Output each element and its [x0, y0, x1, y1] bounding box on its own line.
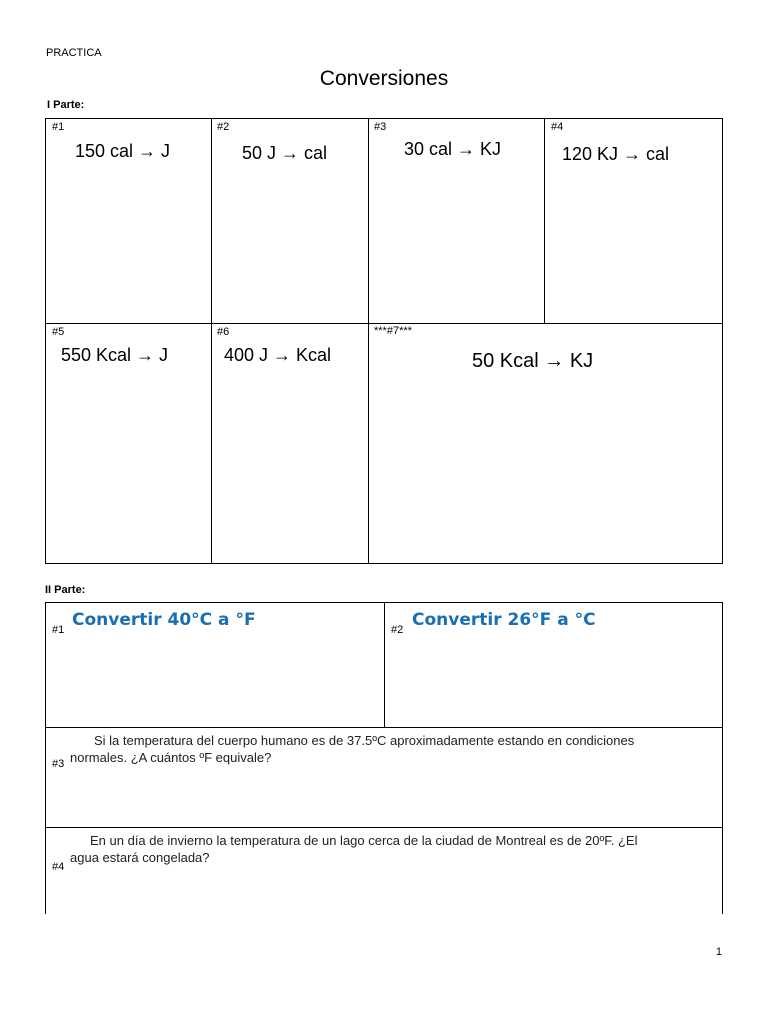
- conversion-expression: 50 Kcal → KJ: [472, 350, 594, 372]
- practice-header: PRACTICA: [46, 47, 102, 59]
- part2-item-2: [385, 603, 722, 727]
- conversion-expression: 400 J → Kcal: [224, 345, 332, 365]
- conversion-expression: 120 KJ → cal: [562, 144, 670, 164]
- conversion-expression: 550 Kcal → J: [61, 345, 169, 365]
- page-number: 1: [715, 946, 722, 958]
- part2-item-1: [46, 603, 384, 727]
- cell-number: #4: [551, 121, 564, 133]
- conversion-expression: 50 J → cal: [242, 143, 328, 163]
- conversion-expression: 150 cal → J: [75, 141, 171, 161]
- convert-instruction: Convertir 26°F a °C: [412, 610, 596, 630]
- cell-number: #6: [217, 326, 230, 338]
- cell-number: #1: [52, 121, 65, 133]
- part2-item-3: [46, 728, 722, 827]
- part1-cell-3: [369, 119, 544, 323]
- problem-text-line-2: agua estará congelada?: [70, 850, 210, 865]
- item-number: #2: [391, 624, 404, 636]
- convert-instruction: Convertir 40°C a °F: [72, 610, 256, 630]
- part1-cell-2: [212, 119, 368, 323]
- part1-label: I Parte:: [47, 99, 85, 111]
- item-number: #1: [52, 624, 65, 636]
- item-number: #3: [52, 758, 65, 770]
- part2-item-4: [46, 828, 722, 915]
- part1-cell-1: [46, 119, 211, 323]
- item-number: #4: [52, 861, 65, 873]
- page-title: Conversiones: [319, 67, 449, 90]
- problem-text-line-1: En un día de invierno la temperatura de un lago cerca de la ciudad de Montreal es de 20ºF. ¿El: [90, 833, 638, 848]
- conversion-expression: 30 cal → KJ: [404, 139, 502, 159]
- part1-grid: [45, 118, 723, 564]
- problem-text-line-1: Si la temperatura del cuerpo humano es de 37.5ºC aproximadamente estando en condiciones: [94, 733, 635, 748]
- cell-number: ***#7***: [374, 325, 412, 337]
- part1-cell-5: [46, 324, 211, 563]
- part2-grid: [45, 602, 723, 914]
- cell-number: #5: [52, 326, 65, 338]
- cell-number: #2: [217, 121, 230, 133]
- cell-number: #3: [374, 121, 387, 133]
- part1-cell-4: [545, 119, 722, 323]
- part2-label: II Parte:: [45, 584, 86, 596]
- problem-text-line-2: normales. ¿A cuántos ºF equivale?: [70, 750, 272, 765]
- part1-cell-7: [369, 324, 722, 563]
- part1-cell-6: [212, 324, 368, 563]
